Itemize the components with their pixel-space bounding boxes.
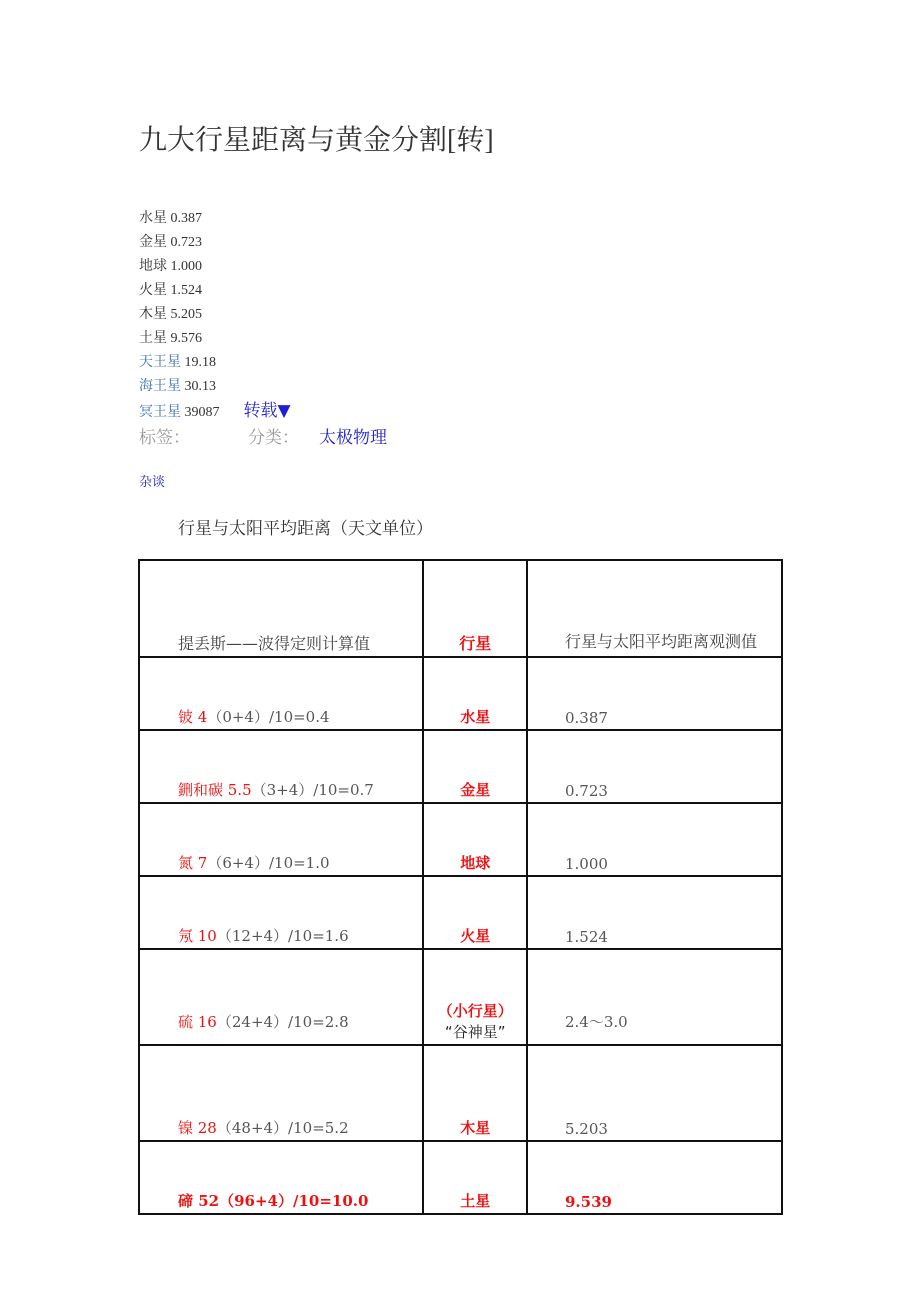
element-label: 鉶和碳 5.5 (178, 781, 252, 799)
header-cell (423, 560, 527, 657)
table-row (139, 876, 782, 949)
planet-name: 土星 (460, 1192, 491, 1210)
planet-value: 1.000 (170, 259, 202, 274)
list-item (139, 279, 291, 303)
table-header-row (139, 560, 782, 657)
list-item (139, 327, 291, 351)
table-row (139, 657, 782, 730)
header-cell (527, 560, 782, 657)
planet-name: 地球 (460, 854, 491, 872)
planet-cell (423, 1141, 527, 1214)
planet-name: （小行星） (437, 1002, 513, 1020)
planet-name: 水星 (460, 708, 491, 726)
observed-cell: 5.203 (527, 1045, 782, 1141)
header-label: 提丢斯——波得定则计算值 (178, 634, 371, 653)
tags-label: 标签： (139, 428, 190, 448)
page-title: 九大行星距离与黄金分割[转] (139, 125, 494, 156)
list-item (139, 375, 291, 399)
planet-cell (423, 949, 527, 1045)
planet-distance-table (138, 559, 783, 1215)
table-row (139, 803, 782, 876)
planet-value: 9.576 (170, 331, 202, 346)
element-label: 硫 16 (178, 1013, 217, 1031)
element-label: 镍 28 (178, 1119, 217, 1137)
observed-cell: 1.524 (527, 876, 782, 949)
planet-value: 0.387 (167, 211, 202, 226)
planet-name: 地球 (139, 259, 167, 274)
table-row (139, 1045, 782, 1141)
calc-cell (139, 1045, 423, 1141)
formula: （0+4）/10=0.4 (207, 708, 330, 726)
table-caption: 行星与太阳平均距离（天文单位） (178, 519, 433, 539)
planet-cell (423, 730, 527, 803)
calc-cell (139, 730, 423, 803)
list-item (139, 303, 291, 327)
list-item (139, 255, 291, 279)
planet-value: 5.205 (170, 307, 202, 322)
planet-name: 火星 (460, 927, 491, 945)
repost-button[interactable]: 转载▼ (243, 401, 291, 421)
planet-name: 水星 (139, 211, 167, 226)
planet-name-link[interactable]: 天王星 (139, 355, 181, 370)
planet-value: 1.524 (170, 283, 202, 298)
planet-value: 30.13 (184, 379, 216, 394)
calc-cell (139, 803, 423, 876)
list-item (139, 231, 291, 255)
planet-subname: “谷神星” (444, 1023, 506, 1041)
planet-value: 39087 (184, 405, 220, 420)
element-label: 氖 10 (178, 927, 217, 945)
calc-cell (139, 1141, 423, 1214)
table-row (139, 949, 782, 1045)
observed-cell: 0.723 (527, 730, 782, 803)
post-meta (139, 423, 387, 448)
planet-name-link[interactable]: 海王星 (139, 379, 181, 394)
observed-cell: 9.539 (527, 1141, 782, 1214)
planet-name: 木星 (460, 1119, 491, 1137)
formula: （3+4）/10=0.7 (251, 781, 374, 799)
element-label: 铍 4 (178, 708, 208, 726)
table-row (139, 1141, 782, 1214)
header-cell (139, 560, 423, 657)
planet-name: 木星 (139, 307, 167, 322)
planet-cell (423, 803, 527, 876)
formula: （24+4）/10=2.8 (216, 1013, 349, 1031)
calc-cell (139, 657, 423, 730)
header-label: 行星 (459, 634, 492, 653)
header-label: 行星与太阳平均距离观测值 (564, 632, 757, 651)
table-row (139, 730, 782, 803)
formula: （12+4）/10=1.6 (216, 927, 349, 945)
planet-cell (423, 657, 527, 730)
planet-value: 0.723 (170, 235, 202, 250)
calc-cell (139, 949, 423, 1045)
list-item (139, 351, 291, 375)
formula: （96+4）/10=10.0 (219, 1192, 369, 1210)
category-label: 分类： (248, 428, 299, 448)
planet-name: 金星 (460, 781, 491, 799)
planet-value: 19.18 (184, 355, 216, 370)
planet-name: 火星 (139, 283, 167, 298)
list-item (139, 207, 291, 231)
formula: （48+4）/10=5.2 (216, 1119, 349, 1137)
planet-distance-list (139, 207, 291, 423)
element-label: 碲 52 (178, 1192, 220, 1210)
observed-cell: 2.4～3.0 (527, 949, 782, 1045)
planet-name: 金星 (139, 235, 167, 250)
formula: （6+4）/10=1.0 (207, 854, 330, 872)
observed-cell: 1.000 (527, 803, 782, 876)
planet-name: 土星 (139, 331, 167, 346)
planet-cell (423, 876, 527, 949)
calc-cell (139, 876, 423, 949)
misc-category-link[interactable]: 杂谈 (139, 475, 166, 490)
element-label: 氮 7 (178, 854, 208, 872)
list-item (139, 399, 291, 423)
category-link[interactable]: 太极物理 (319, 428, 387, 448)
planet-name-link[interactable]: 冥王星 (139, 405, 181, 420)
observed-cell: 0.387 (527, 657, 782, 730)
planet-cell (423, 1045, 527, 1141)
